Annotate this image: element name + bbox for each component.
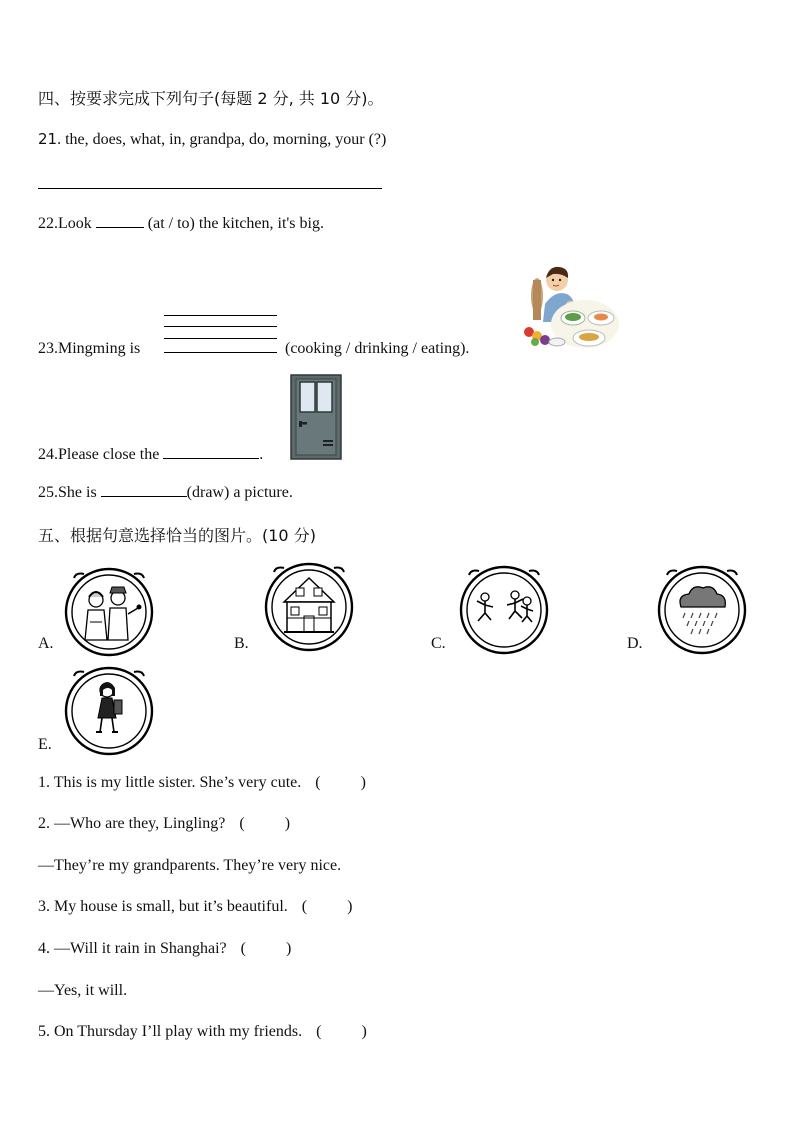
answer-paren[interactable]: ( ): [301, 898, 353, 915]
question-text: 2. —Who are they, Lingling?: [38, 815, 226, 832]
question-24-prefix: 24.Please close the: [38, 446, 160, 463]
question-23-suffix: (cooking / drinking / eating).: [285, 340, 470, 357]
question-text: 4. —Will it rain in Shanghai?: [38, 940, 227, 957]
question-21: [38, 130, 386, 149]
answer-paren[interactable]: ( ): [316, 1023, 367, 1040]
girl-icon: [62, 664, 156, 758]
option-a-label: A.: [38, 635, 54, 652]
section5-heading: 五、根据句意选择恰当的图片。(10 分): [38, 526, 316, 545]
question-24-suffix: .: [259, 446, 264, 463]
question-22-prefix: 22.Look: [38, 215, 92, 232]
question-25: [38, 482, 293, 502]
question-24: [38, 444, 263, 464]
option-d-label: D.: [627, 635, 643, 652]
question-23-prefix: 23.Mingming is: [38, 340, 141, 357]
question-5-1: [38, 774, 366, 792]
question-5-2: [38, 815, 290, 833]
option-e-label: E.: [38, 736, 52, 753]
answer-blank-24[interactable]: [163, 444, 259, 459]
answer-blank-22[interactable]: [96, 213, 144, 228]
section4-heading: 四、按要求完成下列句子(每题 2 分, 共 10 分)。: [38, 89, 384, 108]
writing-line: [164, 326, 277, 327]
door-icon: [290, 374, 342, 460]
question-25-suffix: (draw) a picture.: [186, 484, 293, 501]
question-23: [38, 340, 140, 358]
answer-blank-25[interactable]: [101, 482, 187, 497]
question-5-5: [38, 1023, 367, 1041]
boy-eating-icon: [515, 260, 621, 352]
answer-line-21[interactable]: [38, 188, 382, 189]
question-5-2-response: —They’re my grandparents. They’re very nice.: [38, 857, 342, 874]
question-21-number: 21: [38, 130, 58, 148]
writing-line: [164, 338, 277, 339]
question-text: 5. On Thursday I’ll play with my friends.: [38, 1023, 303, 1040]
writing-line: [164, 315, 277, 316]
question-25-prefix: 25.She is: [38, 484, 97, 501]
answer-paren[interactable]: ( ): [239, 815, 291, 832]
option-c-label: C.: [431, 635, 446, 652]
question-22-suffix: (at / to) the kitchen, it's big.: [147, 215, 324, 232]
question-5-4: [38, 940, 291, 958]
house-icon: [262, 560, 356, 654]
question-5-3: [38, 898, 352, 916]
grandparents-icon: [62, 564, 156, 658]
question-21-text: . the, does, what, in, grandpa, do, morning, your (?): [57, 131, 387, 148]
question-text: 1. This is my little sister. She’s very cute.: [38, 774, 302, 791]
answer-paren[interactable]: ( ): [315, 774, 366, 791]
option-b-label: B.: [234, 635, 249, 652]
question-text: 3. My house is small, but it’s beautiful.: [38, 898, 288, 915]
question-22: [38, 213, 324, 233]
kids-playing-icon: [457, 563, 551, 657]
rain-cloud-icon: [655, 563, 749, 657]
answer-paren[interactable]: ( ): [240, 940, 292, 957]
question-5-4-response: —Yes, it will.: [38, 982, 128, 999]
answer-blank-23[interactable]: [164, 352, 277, 353]
